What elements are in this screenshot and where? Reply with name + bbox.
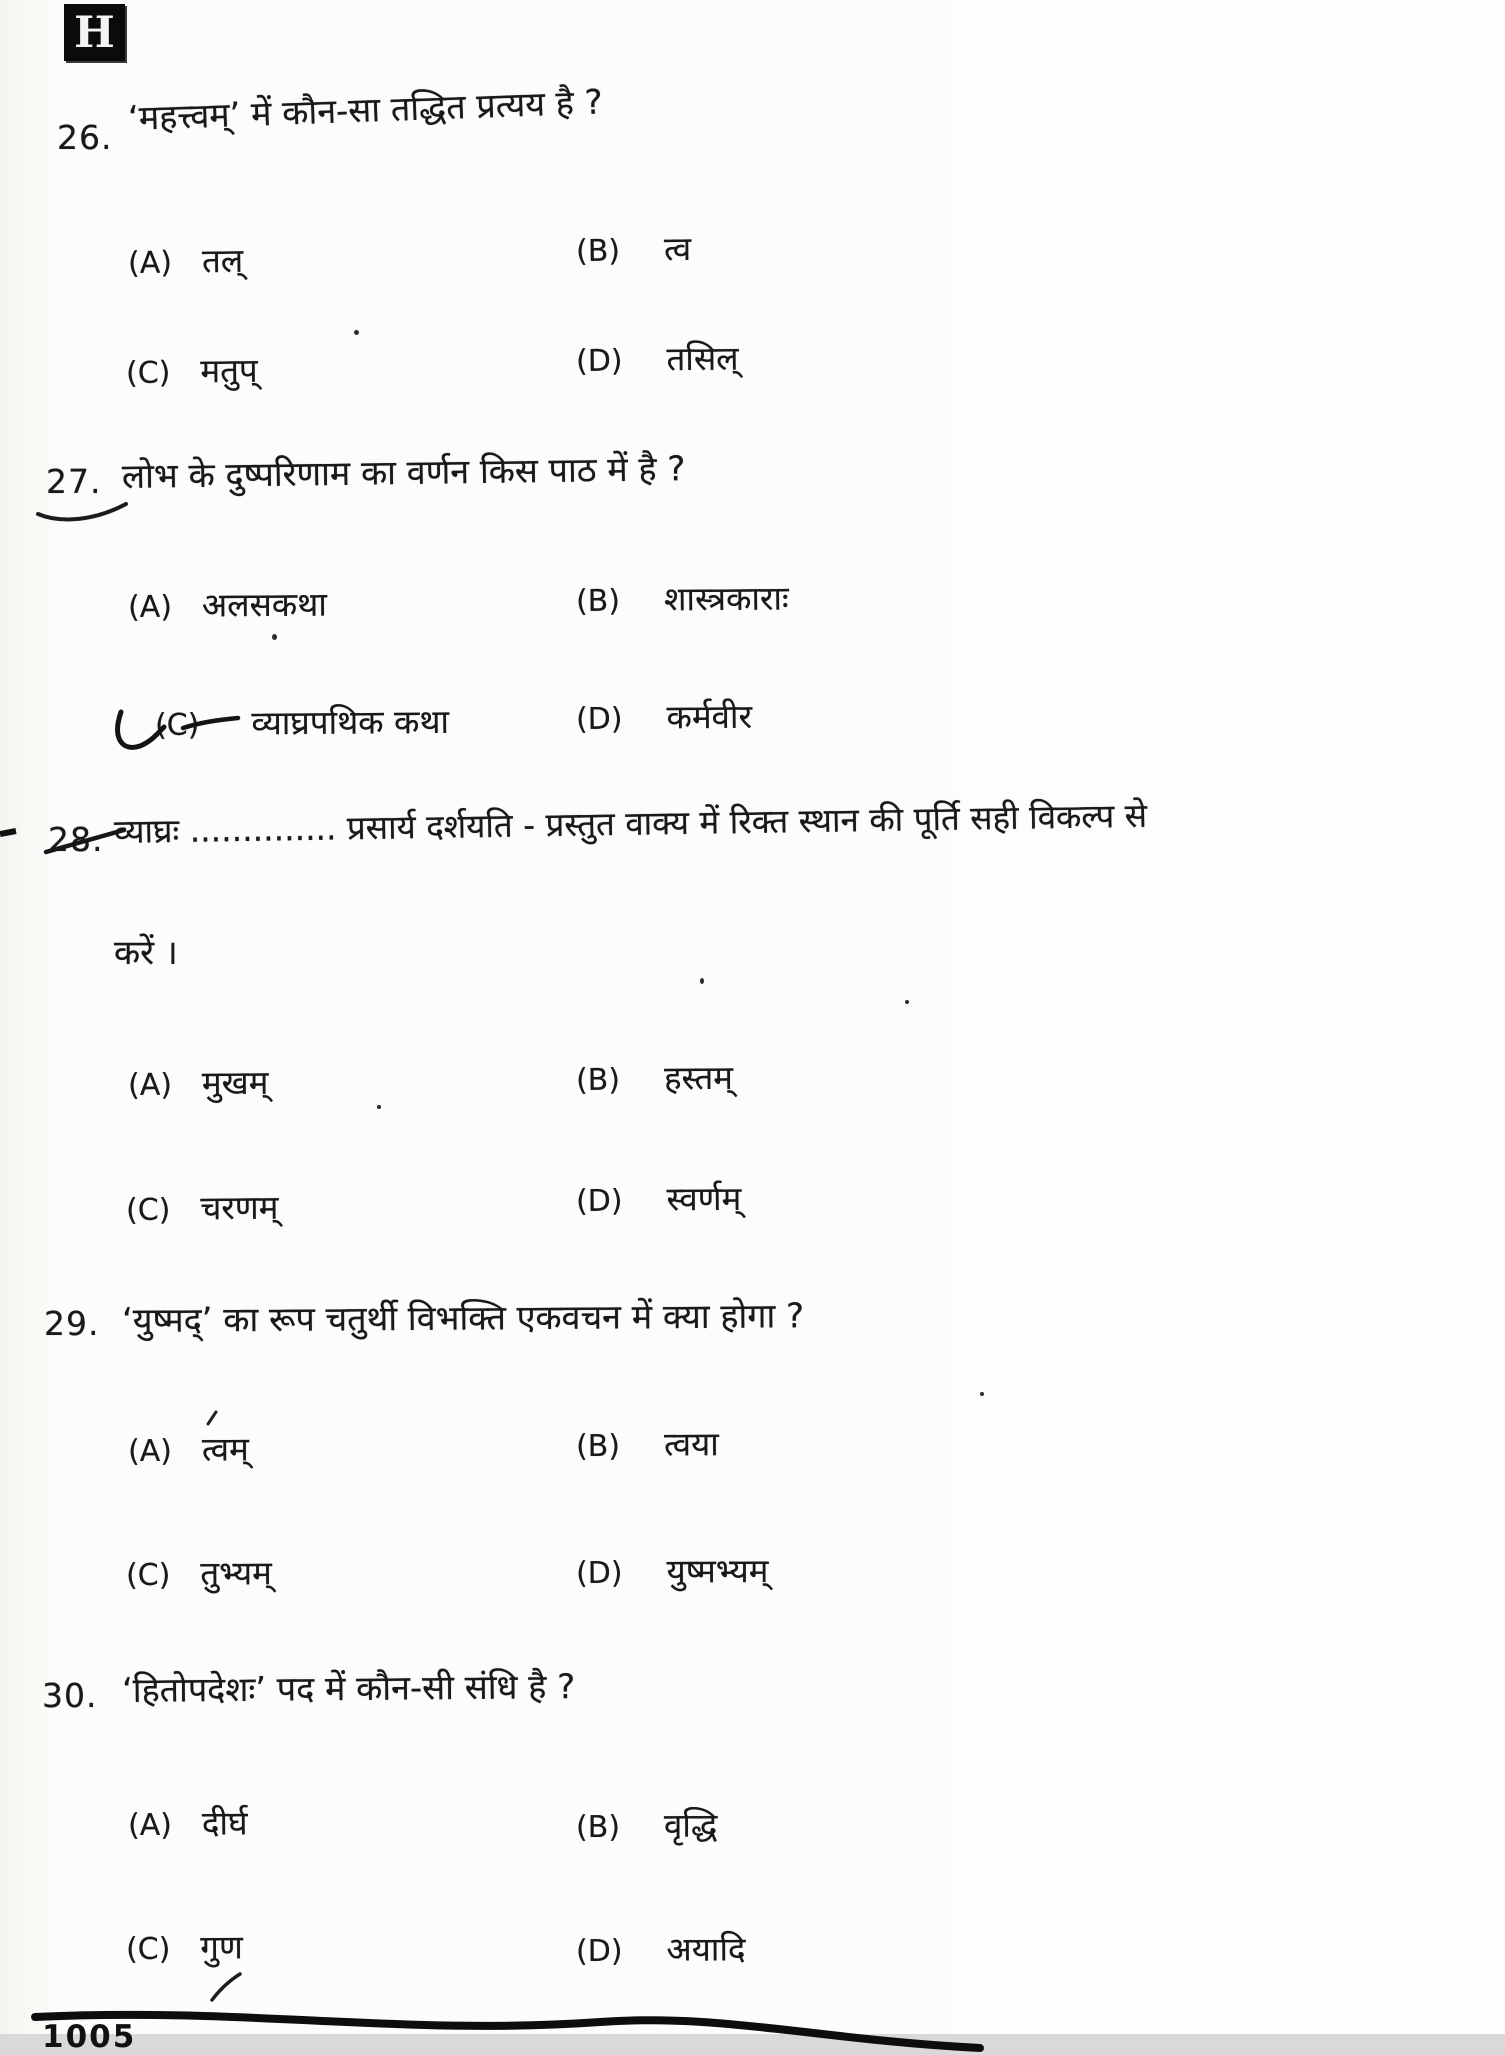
question-28-number: 28. [48,820,104,859]
option-label: (B) [575,1809,621,1845]
question-30-option-a [128,1799,248,1845]
q27-number-underline-mark [38,504,126,519]
scan-speck [272,634,277,640]
option-label: (B) [575,1428,621,1464]
booklet-code: 1005 [42,2019,137,2055]
question-29-option-c [126,1549,272,1595]
question-26-option-b [576,225,691,271]
option-text: वृद्धि [663,1805,718,1845]
question-29-option-a [128,1425,249,1471]
footer-rule-line [35,2015,980,2048]
question-28-text-line1: व्याघ्रः .............. प्रसार्य दर्शयति - प्रस्तुत वाक्य में रिक्त स्थान की पूर्ति सही विकल्प से [113,795,1148,851]
question-29-option-b [576,1420,719,1466]
option-text: त्व [663,228,692,269]
option-label: (B) [575,583,621,619]
option-label: (D) [575,1555,623,1591]
question-27-option-c [155,698,449,745]
language-code-badge [64,4,125,61]
question-30-option-b [576,1802,717,1847]
question-30-option-c [126,1923,243,1969]
option-text: अयादि [666,1929,746,1969]
option-label: (A) [127,589,173,625]
option-label: (D) [575,701,623,737]
question-27-text: लोभ के दुष्परिणाम का वर्णन किस पाठ में है ? [121,449,686,497]
question-26-option-c [126,347,258,393]
option-text: मतुप् [200,350,258,391]
option-text: गुण [200,1927,243,1967]
option-text: त्वम् [201,1429,249,1469]
option-label: (D) [575,1933,623,1969]
question-27-option-a [128,581,327,627]
question-27-number: 27. [46,462,102,501]
option-text: अलसकथा [201,584,327,625]
question-29-number: 29. [44,1304,100,1343]
option-label: (C) [125,1557,171,1593]
option-label: (A) [127,1433,173,1469]
scan-artifact-dash [0,831,16,834]
scan-speck [905,1000,909,1004]
option-label: (A) [127,1807,173,1843]
option-text: युष्मभ्यम् [666,1550,769,1591]
question-29-option-d [576,1547,769,1593]
question-26-number: 26. [57,118,113,157]
question-26-option-a [128,237,244,283]
option-label: (B) [575,1062,621,1098]
question-28-option-b [576,1054,733,1100]
option-label: (A) [127,1067,173,1103]
option-text: कर्मवीर [666,696,753,737]
question-30-number: 30. [42,1676,98,1715]
option-text: व्याघ्रपथिक कथा [251,701,450,743]
option-label: (B) [575,233,621,269]
question-28-option-c [126,1184,279,1230]
question-28-option-a [128,1059,269,1105]
stray-pen-mark [208,1412,216,1424]
question-27-option-b [576,575,789,621]
option-text: शास्त्रकाराः [663,578,789,619]
option-text: चरणम् [200,1187,279,1228]
option-text: तसिल् [666,338,739,379]
option-text: त्वया [663,1424,719,1464]
option-text: तल् [201,240,244,281]
option-label: (A) [127,245,173,281]
question-28-option-d [576,1175,742,1221]
option-text: मुखम् [201,1062,269,1103]
question-28-text-line2: करें । [114,933,178,973]
option-text: तुभ्यम् [200,1553,272,1593]
question-30-option-d [576,1925,746,1971]
language-code-letter: H [74,7,115,58]
option-label: (D) [575,343,623,379]
scan-speck [354,330,359,335]
question-27-option-d [576,693,752,739]
question-29-text: ‘युष्मद्’ का रूप चतुर्थी विभक्ति एकवचन में क्या होगा ? [121,1296,805,1341]
option-label: (C) [125,355,171,391]
question-30-text: ‘हितोपदेशः’ पद में कौन-सी संधि है ? [121,1667,576,1711]
option-text: दीर्घ [201,1803,248,1843]
stray-pen-mark [212,1974,240,2000]
question-26-text: ‘महत्त्वम्’ में कौन-सा तद्धित प्रत्यय है ? [127,82,604,139]
option-label: (C) [125,1192,171,1228]
option-label: (C) [125,1931,171,1967]
question-26-option-d [576,335,739,381]
option-text: स्वर्णम् [666,1178,742,1219]
option-text: हस्तम् [663,1057,734,1098]
option-label: (D) [575,1183,623,1219]
scan-speck [377,1105,381,1109]
scan-speck [980,1392,984,1396]
scan-speck [700,978,704,984]
option-label: (C) [154,707,200,743]
